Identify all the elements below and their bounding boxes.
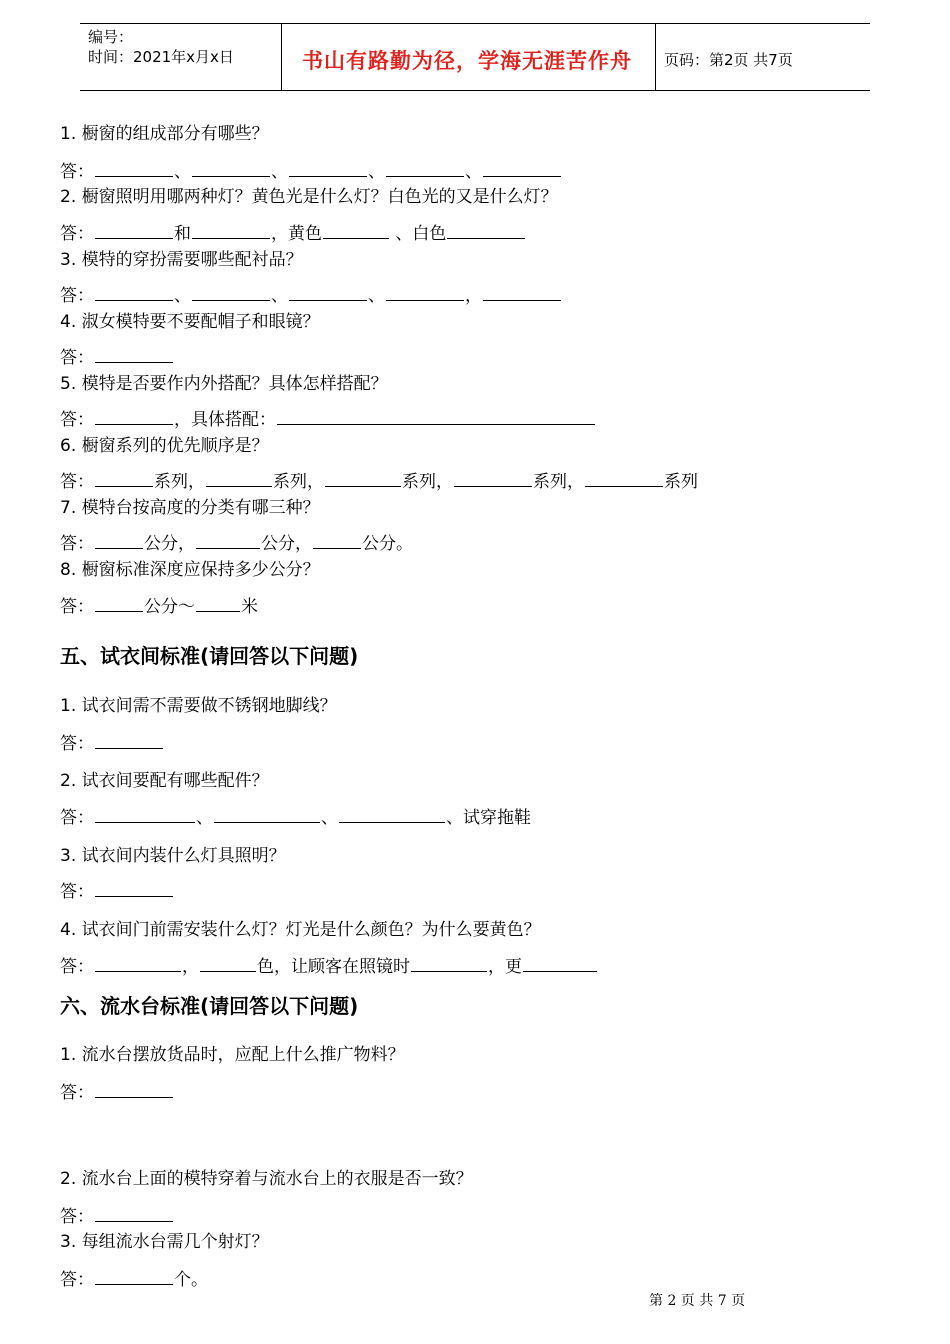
answer-blank[interactable] [386,299,464,301]
question-text: 1. 试衣间需不需要做不锈钢地脚线？ [60,696,337,716]
header-bottom-rule [80,90,870,91]
answer-line [60,157,562,182]
answer-blank[interactable] [95,970,181,972]
question-text: 1. 橱窗的组成部分有哪些？ [60,124,269,144]
answer-blank[interactable] [95,1283,173,1285]
answer-text: 、 [174,162,191,182]
answer-blank[interactable] [95,610,143,612]
answer-blank[interactable] [95,361,173,363]
footer-page-number: 第 2 页 共 7 页 [649,1293,746,1309]
answer-line [60,1078,174,1103]
question-text: 5. 模特是否要作内外搭配？具体怎样搭配？ [60,374,388,394]
answer-line [60,529,413,554]
answer-line [60,343,174,368]
header-divider-left [281,23,282,90]
answer-blank[interactable] [585,485,663,487]
answer-blank[interactable] [447,237,525,239]
question-text: 2. 试衣间要配有哪些配件？ [60,771,269,791]
answer-text: 、 [196,808,213,828]
answer-text: 答： [60,162,94,182]
section-title: 六、流水台标准(请回答以下问题) [60,994,359,1018]
answer-text: 个。 [174,1270,208,1290]
answer-blank[interactable] [192,237,270,239]
header-page-code: 页码：第2页 共7页 [664,51,793,69]
answer-text: 、 [271,286,288,306]
answer-text: 答： [60,224,94,244]
answer-text: 系列， [273,472,324,492]
answer-text: 答： [60,472,94,492]
answer-blank[interactable] [95,175,173,177]
answer-text: 、白色 [390,224,447,244]
answer-text: ，黄色 [271,224,322,244]
header-time-label: 时间：2021年x月x日 [88,48,234,66]
answer-text: 公分。 [362,534,413,554]
answer-text: 答： [60,286,94,306]
answer-text: 答： [60,734,94,754]
answer-blank[interactable] [289,299,367,301]
answer-text: 色，让顾客在照镜时 [257,957,410,977]
answer-line [60,592,258,617]
answer-blank[interactable] [523,970,597,972]
answer-blank[interactable] [192,175,270,177]
answer-line [60,952,598,977]
answer-line [60,729,164,754]
answer-text: 、 [368,162,385,182]
answer-blank[interactable] [323,237,389,239]
answer-blank[interactable] [95,1220,173,1222]
answer-text: 答： [60,410,94,430]
answer-blank[interactable] [192,299,270,301]
answer-text: 和 [174,224,191,244]
question-text: 2. 橱窗照明用哪两种灯？黄色光是什么灯？白色光的又是什么灯？ [60,187,558,207]
answer-text: 公分， [144,534,195,554]
answer-line [60,803,531,828]
answer-text: ，更 [488,957,522,977]
answer-text: 答： [60,882,94,902]
answer-blank[interactable] [386,175,464,177]
answer-blank[interactable] [95,895,173,897]
answer-text: 答： [60,1207,94,1227]
answer-blank[interactable] [95,237,173,239]
answer-text: ，具体搭配： [174,410,276,430]
question-text: 8. 橱窗标准深度应保持多少公分？ [60,560,320,580]
question-text: 7. 模特台按高度的分类有哪三种？ [60,498,320,518]
answer-text: 系列， [402,472,453,492]
answer-line [60,467,698,492]
answer-text: ， [465,286,482,306]
answer-blank[interactable] [214,821,320,823]
answer-blank[interactable] [95,547,143,549]
answer-text: 、 [368,286,385,306]
question-text: 4. 淑女模特要不要配帽子和眼镜？ [60,312,320,332]
answer-blank[interactable] [95,821,195,823]
answer-blank[interactable] [95,299,173,301]
answer-blank[interactable] [483,299,561,301]
answer-text: 系列 [664,472,698,492]
answer-text: 、 [465,162,482,182]
answer-text: 答： [60,957,94,977]
header-number-label: 编号： [88,28,134,46]
question-text: 2. 流水台上面的模特穿着与流水台上的衣服是否一致？ [60,1169,473,1189]
answer-blank[interactable] [313,547,361,549]
answer-blank[interactable] [200,970,256,972]
question-text: 3. 模特的穿扮需要哪些配衬品？ [60,250,303,270]
answer-text: 公分， [261,534,312,554]
answer-blank[interactable] [289,175,367,177]
answer-text: 答： [60,348,94,368]
answer-text: 、 [321,808,338,828]
answer-blank[interactable] [95,747,163,749]
answer-line [60,877,174,902]
answer-text: 、 [174,286,191,306]
answer-blank[interactable] [196,610,240,612]
answer-text: 答： [60,1270,94,1290]
answer-text: 答： [60,1083,94,1103]
answer-line [60,281,562,306]
answer-blank[interactable] [454,485,532,487]
question-text: 4. 试衣间门前需安装什么灯？灯光是什么颜色？为什么要黄色？ [60,920,541,940]
answer-blank[interactable] [483,175,561,177]
answer-line [60,1202,174,1227]
question-text: 6. 橱窗系列的优先顺序是？ [60,436,269,456]
header-top-rule [80,23,870,24]
answer-blank[interactable] [206,485,272,487]
answer-blank[interactable] [196,547,260,549]
answer-line [60,405,596,430]
answer-line [60,1265,208,1290]
answer-text: 答： [60,534,94,554]
question-text: 3. 试衣间内装什么灯具照明？ [60,846,286,866]
question-text: 1. 流水台摆放货品时，应配上什么推广物料？ [60,1045,405,1065]
answer-text: 、 [271,162,288,182]
answer-blank[interactable] [325,485,401,487]
answer-blank[interactable] [339,821,445,823]
section-title: 五、试衣间标准(请回答以下问题) [60,644,359,668]
answer-text: 系列， [154,472,205,492]
answer-text: 米 [241,597,258,617]
answer-blank[interactable] [95,1096,173,1098]
answer-blank[interactable] [95,485,153,487]
answer-text: 答： [60,808,94,828]
header-divider-right [655,23,656,90]
answer-blank[interactable] [277,423,595,425]
answer-text: 公分～ [144,597,195,617]
answer-blank[interactable] [95,423,173,425]
header-motto: 书山有路勤为径，学海无涯苦作舟 [302,48,632,73]
answer-text: 系列， [533,472,584,492]
answer-text: ， [182,957,199,977]
answer-text: 、试穿拖鞋 [446,808,531,828]
answer-text: 答： [60,597,94,617]
question-text: 3. 每组流水台需几个射灯？ [60,1232,269,1252]
answer-line [60,219,526,244]
answer-blank[interactable] [411,970,487,972]
